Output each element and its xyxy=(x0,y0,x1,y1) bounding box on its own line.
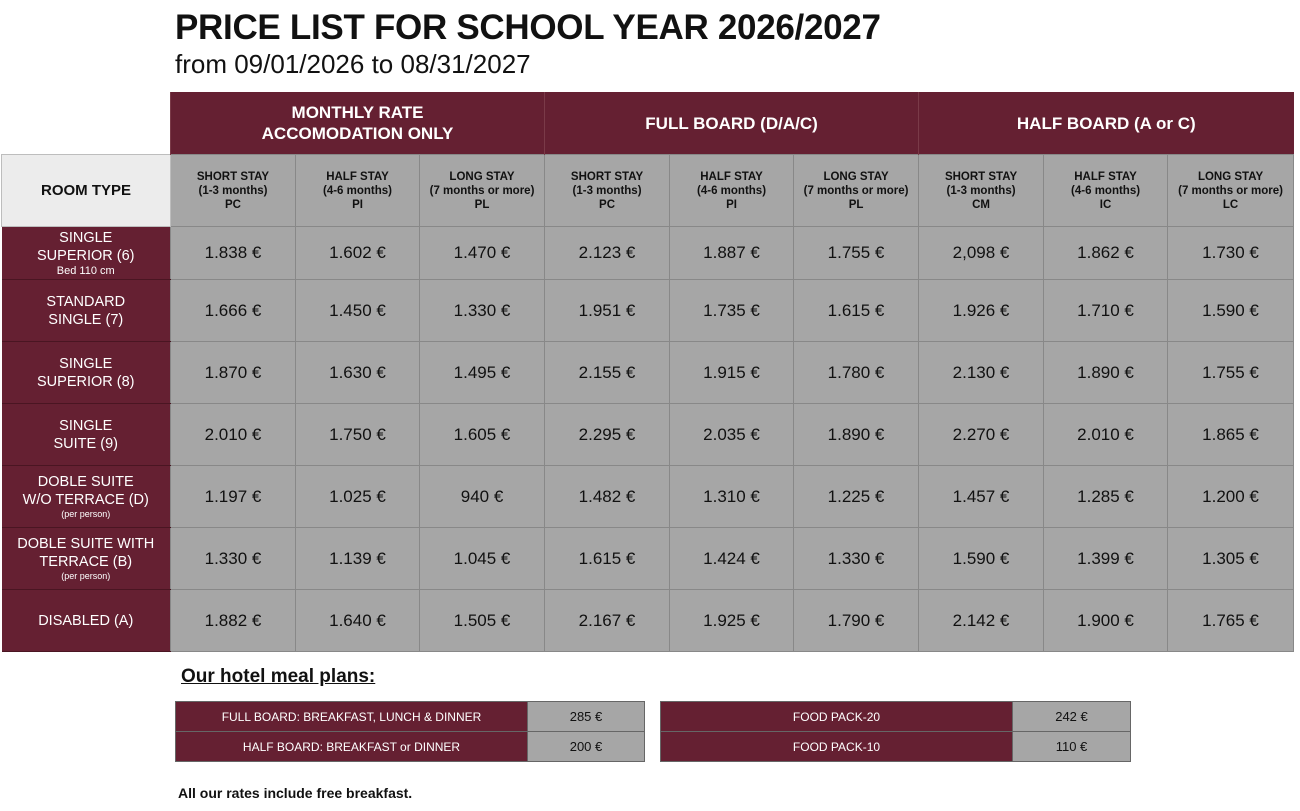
room-type-cell xyxy=(2,342,171,404)
stay-subheader xyxy=(670,155,794,227)
price-cell: 2.035 € xyxy=(670,404,794,466)
rates-footnote: All our rates include free breakfast. xyxy=(178,785,413,801)
price-cell: 1.225 € xyxy=(794,466,919,528)
price-cell: 2.295 € xyxy=(545,404,670,466)
room-type-cell xyxy=(2,528,171,590)
price-cell: 1.482 € xyxy=(545,466,670,528)
room-name-line: SINGLE (7) xyxy=(48,311,124,328)
room-type-header: ROOM TYPE xyxy=(2,155,171,227)
stay-subheader-line: LC xyxy=(1222,198,1239,211)
stay-subheader-line: LONG STAY xyxy=(449,170,515,183)
price-cell: 1.926 € xyxy=(919,280,1044,342)
room-type-cell xyxy=(2,466,171,528)
page-subtitle: from 09/01/2026 to 08/31/2027 xyxy=(175,49,531,79)
room-name-line: SUPERIOR (6) xyxy=(37,248,135,264)
price-cell: 1.615 € xyxy=(794,280,919,342)
price-cell: 2,098 € xyxy=(919,227,1044,280)
price-cell: 1.755 € xyxy=(1168,342,1294,404)
meal-plan-label: HALF BOARD: BREAKFAST or DINNER xyxy=(176,732,528,762)
price-cell: 1.630 € xyxy=(296,342,420,404)
table-row xyxy=(2,342,1294,404)
price-cell: 1.495 € xyxy=(420,342,545,404)
price-cell: 2.270 € xyxy=(919,404,1044,466)
group-header-full-board xyxy=(545,92,919,155)
table-row xyxy=(2,466,1294,528)
stay-subheader-line: (1-3 months) xyxy=(946,184,1016,197)
price-table xyxy=(1,92,1294,652)
room-note: Bed 110 cm xyxy=(56,265,115,277)
price-cell: 2.010 € xyxy=(171,404,296,466)
price-cell: 1.330 € xyxy=(171,528,296,590)
room-note: (per person) xyxy=(61,509,111,519)
stay-subheader-line: SHORT STAY xyxy=(196,170,270,183)
meal-plan-label: FOOD PACK-10 xyxy=(661,732,1013,762)
stay-subheader-line: HALF STAY xyxy=(1074,170,1137,183)
group-header-line: ACCOMODATION ONLY xyxy=(261,124,454,143)
meal-plan-price: 285 € xyxy=(528,702,645,732)
stay-subheader xyxy=(919,155,1044,227)
price-cell: 2.130 € xyxy=(919,342,1044,404)
price-cell: 1.735 € xyxy=(670,280,794,342)
room-type-cell xyxy=(2,227,171,280)
stay-subheader-line: (4-6 months) xyxy=(697,184,767,197)
price-cell: 1.750 € xyxy=(296,404,420,466)
stay-subheader-line: SHORT STAY xyxy=(570,170,644,183)
stay-subheader-line: PI xyxy=(352,198,363,211)
table-row xyxy=(2,590,1294,652)
price-cell: 1.900 € xyxy=(1044,590,1168,652)
price-cell: 1.045 € xyxy=(420,528,545,590)
price-cell: 2.010 € xyxy=(1044,404,1168,466)
price-cell: 1.615 € xyxy=(545,528,670,590)
price-cell: 1.424 € xyxy=(670,528,794,590)
stay-subheader-line: PI xyxy=(726,198,737,211)
stay-subheader-line: (4-6 months) xyxy=(323,184,392,197)
group-header-line: FULL BOARD (D/A/C) xyxy=(645,113,818,133)
stay-subheader-line: SHORT STAY xyxy=(944,170,1018,183)
room-name-line: DOBLE SUITE xyxy=(37,474,134,490)
stay-subheader-line: (7 months or more) xyxy=(803,184,909,197)
price-cell: 1.887 € xyxy=(670,227,794,280)
price-cell: 1.710 € xyxy=(1044,280,1168,342)
price-cell: 1.305 € xyxy=(1168,528,1294,590)
stay-subheader xyxy=(545,155,670,227)
meal-plans-left-table xyxy=(175,701,645,762)
room-name-line: DISABLED (A) xyxy=(38,612,134,629)
price-cell: 1.666 € xyxy=(171,280,296,342)
price-cell: 1.602 € xyxy=(296,227,420,280)
table-row xyxy=(2,280,1294,342)
price-cell: 1.399 € xyxy=(1044,528,1168,590)
room-name-line: TERRACE (B) xyxy=(39,554,133,570)
room-name-line: SINGLE xyxy=(59,417,113,434)
meal-plan-label: FOOD PACK-20 xyxy=(661,702,1013,732)
stay-subheader-line: PC xyxy=(225,198,241,211)
meal-plan-price: 242 € xyxy=(1013,702,1131,732)
meal-plans-title: Our hotel meal plans: xyxy=(181,666,376,687)
group-header-half-board xyxy=(919,92,1294,155)
stay-subheader-line: (1-3 months) xyxy=(198,184,268,197)
stay-subheader xyxy=(296,155,420,227)
price-cell: 1.640 € xyxy=(296,590,420,652)
price-cell: 1.730 € xyxy=(1168,227,1294,280)
price-cell: 1.330 € xyxy=(420,280,545,342)
price-cell: 2.142 € xyxy=(919,590,1044,652)
price-cell: 1.780 € xyxy=(794,342,919,404)
room-type-cell xyxy=(2,404,171,466)
stay-subheader-line: (7 months or more) xyxy=(1178,184,1283,197)
price-cell: 1.450 € xyxy=(296,280,420,342)
stay-subheader-line: CM xyxy=(972,198,990,211)
meal-plan-price: 200 € xyxy=(528,732,645,762)
table-row xyxy=(2,404,1294,466)
price-cell: 1.890 € xyxy=(1044,342,1168,404)
price-cell: 1.882 € xyxy=(171,590,296,652)
price-cell: 940 € xyxy=(420,466,545,528)
price-cell: 1.590 € xyxy=(919,528,1044,590)
price-cell: 1.951 € xyxy=(545,280,670,342)
price-cell: 1.605 € xyxy=(420,404,545,466)
room-name-line: SINGLE xyxy=(59,230,113,246)
price-cell: 1.285 € xyxy=(1044,466,1168,528)
room-type-cell xyxy=(2,590,171,652)
stay-subheader-line: (7 months or more) xyxy=(429,184,535,197)
room-name-line: DOBLE SUITE WITH xyxy=(17,536,155,552)
price-cell: 1.755 € xyxy=(794,227,919,280)
stay-subheader-line: HALF STAY xyxy=(326,170,389,183)
room-name-line: W/O TERRACE (D) xyxy=(22,492,149,508)
price-cell: 1.890 € xyxy=(794,404,919,466)
meal-plan-row xyxy=(176,702,645,732)
stay-subheader-line: LONG STAY xyxy=(1197,170,1264,183)
price-cell: 1.197 € xyxy=(171,466,296,528)
price-cell: 1.505 € xyxy=(420,590,545,652)
meal-plan-row xyxy=(661,702,1131,732)
meal-plan-row xyxy=(661,732,1131,762)
stay-subheader xyxy=(420,155,545,227)
price-cell: 1.765 € xyxy=(1168,590,1294,652)
table-row xyxy=(2,227,1294,280)
stay-subheader-line: HALF STAY xyxy=(700,170,763,183)
price-cell: 2.123 € xyxy=(545,227,670,280)
stay-subheader xyxy=(1044,155,1168,227)
room-name-line: SUITE (9) xyxy=(53,435,118,452)
price-cell: 2.167 € xyxy=(545,590,670,652)
room-name-line: STANDARD xyxy=(46,293,126,310)
price-cell: 1.870 € xyxy=(171,342,296,404)
stay-subheader-line: PL xyxy=(474,198,490,211)
meal-plan-label: FULL BOARD: BREAKFAST, LUNCH & DINNER xyxy=(176,702,528,732)
stay-subheader-line: (4-6 months) xyxy=(1071,184,1141,197)
room-name-line: SUPERIOR (8) xyxy=(37,373,135,390)
stay-subheader xyxy=(171,155,296,227)
meal-plans-right-table xyxy=(660,701,1131,762)
price-cell: 1.865 € xyxy=(1168,404,1294,466)
page-title: PRICE LIST FOR SCHOOL YEAR 2026/2027 xyxy=(175,8,881,47)
price-cell: 2.155 € xyxy=(545,342,670,404)
price-cell: 1.790 € xyxy=(794,590,919,652)
corner-blank xyxy=(2,92,171,155)
stay-subheader-line: (1-3 months) xyxy=(572,184,642,197)
group-header-accommodation xyxy=(171,92,545,155)
stay-subheader xyxy=(794,155,919,227)
price-cell: 1.470 € xyxy=(420,227,545,280)
price-cell: 1.590 € xyxy=(1168,280,1294,342)
table-row xyxy=(2,528,1294,590)
meal-plan-price: 110 € xyxy=(1013,732,1131,762)
price-cell: 1.310 € xyxy=(670,466,794,528)
stay-subheader xyxy=(1168,155,1294,227)
price-cell: 1.925 € xyxy=(670,590,794,652)
group-header-line: HALF BOARD (A or C) xyxy=(1016,113,1196,133)
room-name-line: SINGLE xyxy=(59,355,113,372)
stay-subheader-line: IC xyxy=(1099,198,1112,211)
price-cell: 1.838 € xyxy=(171,227,296,280)
room-type-cell xyxy=(2,280,171,342)
meal-plan-row xyxy=(176,732,645,762)
price-cell: 1.862 € xyxy=(1044,227,1168,280)
price-cell: 1.200 € xyxy=(1168,466,1294,528)
price-cell: 1.330 € xyxy=(794,528,919,590)
price-cell: 1.915 € xyxy=(670,342,794,404)
stay-subheader-line: PC xyxy=(599,198,616,211)
price-cell: 1.457 € xyxy=(919,466,1044,528)
stay-subheader-line: PL xyxy=(848,198,864,211)
group-header-line: MONTHLY RATE xyxy=(291,103,424,122)
price-cell: 1.139 € xyxy=(296,528,420,590)
price-cell: 1.025 € xyxy=(296,466,420,528)
stay-subheader-line: LONG STAY xyxy=(823,170,889,183)
room-note: (per person) xyxy=(61,571,111,581)
